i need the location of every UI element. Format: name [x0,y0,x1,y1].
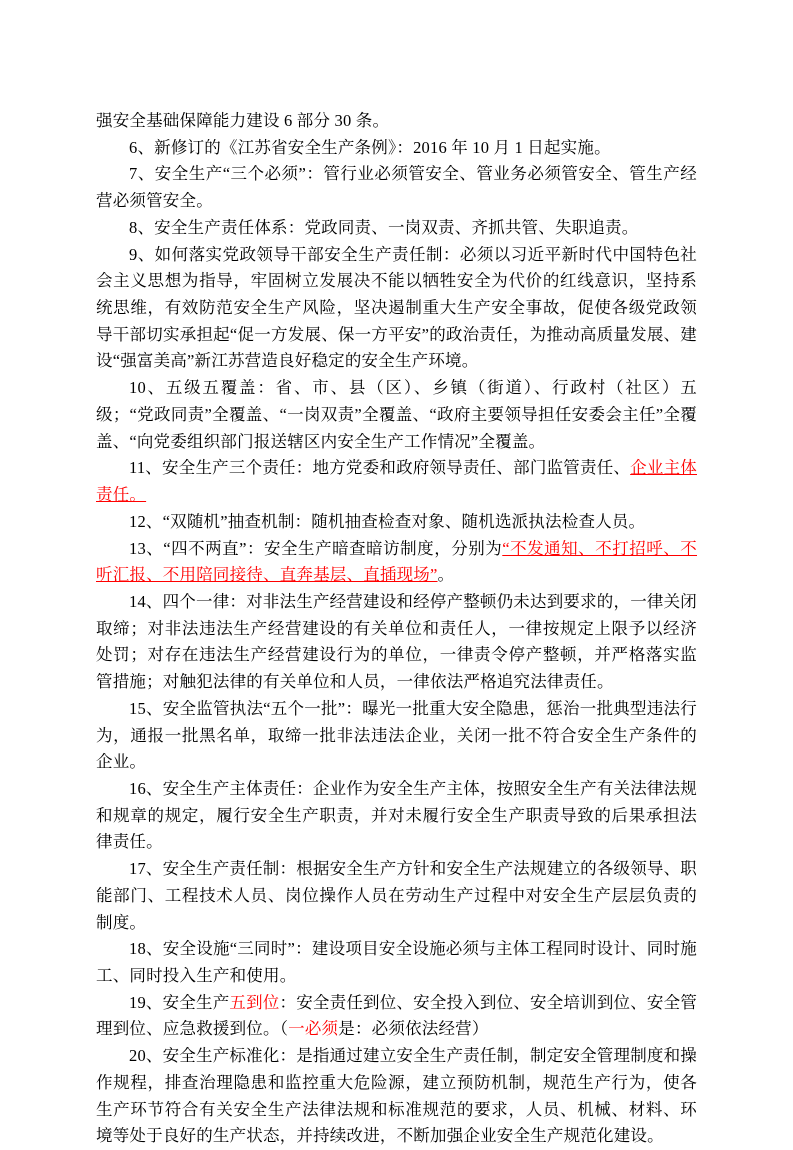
paragraph [96,856,697,936]
text-run: 。 [437,565,455,585]
paragraph [96,936,697,989]
text-run: 6、新修订的《江苏省安全生产条例》：2016 年 10 月 1 日起实施。 [129,137,611,157]
paragraph [96,135,697,162]
text-run: 19、安全生产 [129,992,230,1012]
text-run: 20、安全生产标准化：是指通过建立安全生产责任制，制定安全管理制度和操作规程，排查治理隐患和监控重大危险源，建立预防机制，规范生产行为，使各生产环节符合有关安全生产法律法规和标准规范的要求，人员、机械、材料、环境等处于良好的生产状态，并持续改进，不断加强企业安全生产规范化建设。 [96,1046,697,1146]
paragraph [96,696,697,776]
text-run: 五到位 [229,992,280,1012]
paragraph [96,455,697,508]
text-run: 12、“双随机”抽查机制：随机抽查检查对象、随机选派执法检查人员。 [129,511,646,531]
paragraph [96,589,697,696]
text-run: 18、安全设施“三同时”：建设项目安全设施必须与主体工程同时设计、同时施工、同时投入生产和使用。 [96,939,697,985]
text-run: ：安全责任到位、安全投入到位、安全培训到位、安全管理到位、应急救援到位。（ [96,992,698,1039]
text-run: 7、安全生产“三个必须”：管行业必须管安全、管业务必须管安全、管生产经营必须管安全。 [96,164,697,211]
paragraph [96,375,697,455]
paragraph [96,1043,697,1150]
text-run: 9、如何落实党政领导干部安全生产责任制：必须以习近平新时代中国特色社会主义思想为指导，牢固树立发展决不能以牺牲安全为代价的红线意识，坚持系统思维，有效防范安全生产风险，坚决遏制重大生产安全事故，促使各级党政领导干部切实承担起“促一方发展、保一方平安”的政治责任，为推动高质量发展、建设“强富美高”新江苏营造良好稳定的安全生产环境。 [96,244,697,371]
text-run: 15、安全监管执法“五个一批”：曝光一批重大安全隐患，惩治一批典型违法行为，通报一批黑名单，取缔一批非法违法企业，关闭一批不符合安全生产条件的企业。 [96,698,697,772]
text-run: 是：必须依法经营） [338,1019,489,1039]
paragraph [96,536,697,589]
text-run: 13、“四不两直”：安全生产暗查暗访制度，分别为 [129,538,503,558]
text-run: 企业主体责任。 [96,458,697,505]
text-run: 17、安全生产责任制：根据安全生产方针和安全生产法规建立的各级领导、职能部门、工程技术人员、岗位操作人员在劳动生产过程中对安全生产层层负责的制度。 [96,859,697,932]
document-body [96,108,697,1150]
paragraph [96,990,697,1043]
paragraph [96,242,697,376]
paragraph [96,161,697,214]
paragraph [96,215,697,242]
text-run: “不发通知、不打招呼、不听汇报、不用陪同接待、直奔基层、直插现场” [96,538,697,585]
text-run: 强安全基础保障能力建设 6 部分 30 条。 [96,111,390,130]
text-run: 一必须 [288,1019,339,1039]
text-run: 16、安全生产主体责任：企业作为安全生产主体，按照安全生产有关法律法规和规章的规定，履行安全生产职责，并对未履行安全生产职责导致的后果承担法律责任。 [96,778,697,852]
text-run: 8、安全生产责任体系：党政同责、一岗双责、齐抓共管、失职追责。 [129,217,639,237]
text-run: 11、安全生产三个责任：地方党委和政府领导责任、部门监管责任、 [129,458,631,478]
paragraph [96,108,697,135]
text-run: 14、四个一律：对非法生产经营建设和经停产整顿仍未达到要求的，一律关闭取缔；对非法违法生产经营建设的有关单位和责任人，一律按规定上限予以经济处罚；对存在违法生产经营建设行为的单位，一律责令停产整顿，并严格落实监管措施；对触犯法律的有关单位和人员，一律依法严格追究法律责任。 [96,591,697,692]
paragraph [96,776,697,856]
paragraph [96,509,697,536]
text-run: 10、五级五覆盖：省、市、县（区）、乡镇（街道）、行政村（社区）五级；“党政同责”全覆盖、“一岗双责”全覆盖、“政府主要领导担任安委会主任”全覆盖、“向党委组织部门报送辖区内安全生产工作情况”全覆盖。 [96,378,697,451]
